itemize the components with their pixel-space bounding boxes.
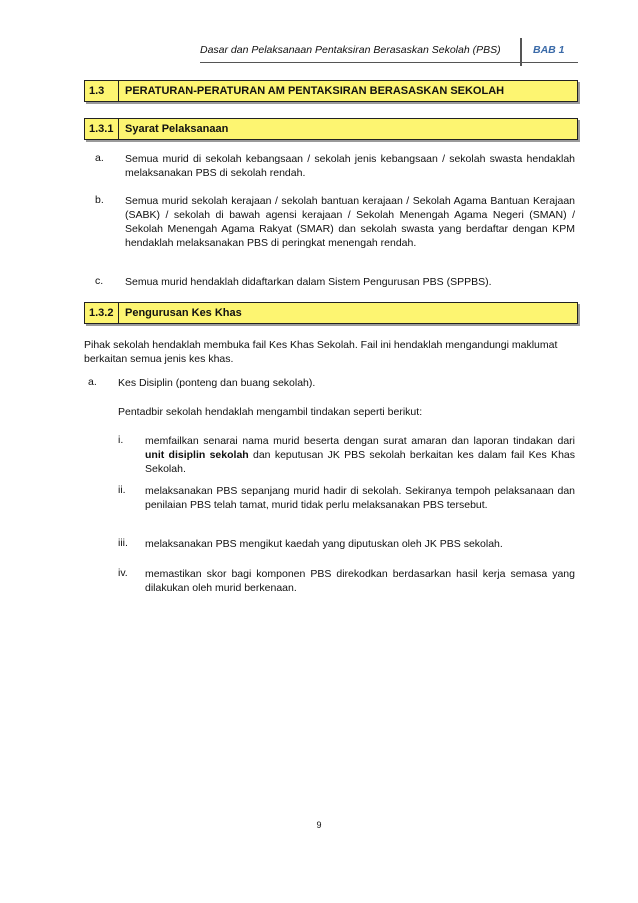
header-chapter: BAB 1 xyxy=(533,44,565,56)
section-number: 1.3.1 xyxy=(85,119,119,139)
section-title: Pengurusan Kes Khas xyxy=(125,307,242,319)
section-number: 1.3.2 xyxy=(85,303,119,323)
section-1-3-1-heading xyxy=(84,118,578,140)
header-rule xyxy=(200,62,578,63)
sub-item-text-part: memfailkan senarai nama murid beserta dengan surat amaran dan laporan tindakan dari xyxy=(145,435,575,447)
lead-paragraph: Pentadbir sekolah hendaklah mengambil tindakan seperti berikut: xyxy=(118,406,423,418)
list-item-text: Semua murid hendaklah didaftarkan dalam Sistem Pengurusan PBS (SPPBS). xyxy=(125,276,492,288)
list-item-label: b. xyxy=(95,194,104,206)
list-item-text: Semua murid sekolah kerajaan / sekolah bantuan kerajaan / Sekolah Agama Bantuan Kerajaan (SABK) / sekolah di bawah agensi kerajaan / Sekolah Menengah Agama Negeri (SMAN) / Sekolah Menengah Agama Rakyat (SMAR) dan sekolah swasta yang berdaftar dengan KPM hendaklah melaksanakan PBS di peringkat menengah rendah. xyxy=(125,195,575,249)
sub-item-label: iv. xyxy=(118,567,128,579)
sub-item-text-part: dan keputusan JK PBS sekolah berkaitan kes dalam fail Kes Khas Sekolah. xyxy=(145,449,575,475)
sub-item-text xyxy=(145,434,575,476)
page-number: 9 xyxy=(316,820,322,830)
list-item-label: c. xyxy=(95,275,104,287)
header-title: Dasar dan Pelaksanaan Pentaksiran Berasaskan Sekolah (PBS) xyxy=(200,44,501,56)
sub-item-label: i. xyxy=(118,434,124,446)
sub-item-text: melaksanakan PBS sepanjang murid hadir di sekolah. Sekiranya tempoh pelaksanaan dan penilaian PBS telah tamat, murid tidak perlu melaksanakan PBS tersebut. xyxy=(145,485,575,511)
section-title: Syarat Pelaksanaan xyxy=(125,123,229,135)
intro-paragraph: Pihak sekolah hendaklah membuka fail Kes Khas Sekolah. Fail ini hendaklah mengandungi maklumat berkaitan semua jenis kes khas. xyxy=(84,339,558,365)
page-header xyxy=(200,40,578,62)
list-item-label: a. xyxy=(88,376,97,388)
section-number: 1.3 xyxy=(85,81,119,101)
sub-item-text: memastikan skor bagi komponen PBS direkodkan berdasarkan hasil kerja semasa yang dilakukan oleh murid berkenaan. xyxy=(145,568,575,594)
list-item-text: Kes Disiplin (ponteng dan buang sekolah). xyxy=(118,377,316,389)
section-title: PERATURAN-PERATURAN AM PENTAKSIRAN BERASASKAN SEKOLAH xyxy=(125,85,505,97)
sub-item-label: ii. xyxy=(118,484,126,496)
section-1-3-2-heading xyxy=(84,302,578,324)
sub-item-label: iii. xyxy=(118,537,128,549)
list-item-text: Semua murid di sekolah kebangsaan / sekolah jenis kebangsaan / sekolah swasta hendaklah melaksanakan PBS di sekolah rendah. xyxy=(125,153,575,179)
section-1-3-heading xyxy=(84,80,578,102)
bold-phrase: unit disiplin sekolah xyxy=(145,449,249,461)
list-item-label: a. xyxy=(95,152,104,164)
sub-item-text: melaksanakan PBS mengikut kaedah yang diputuskan oleh JK PBS sekolah. xyxy=(145,538,503,550)
